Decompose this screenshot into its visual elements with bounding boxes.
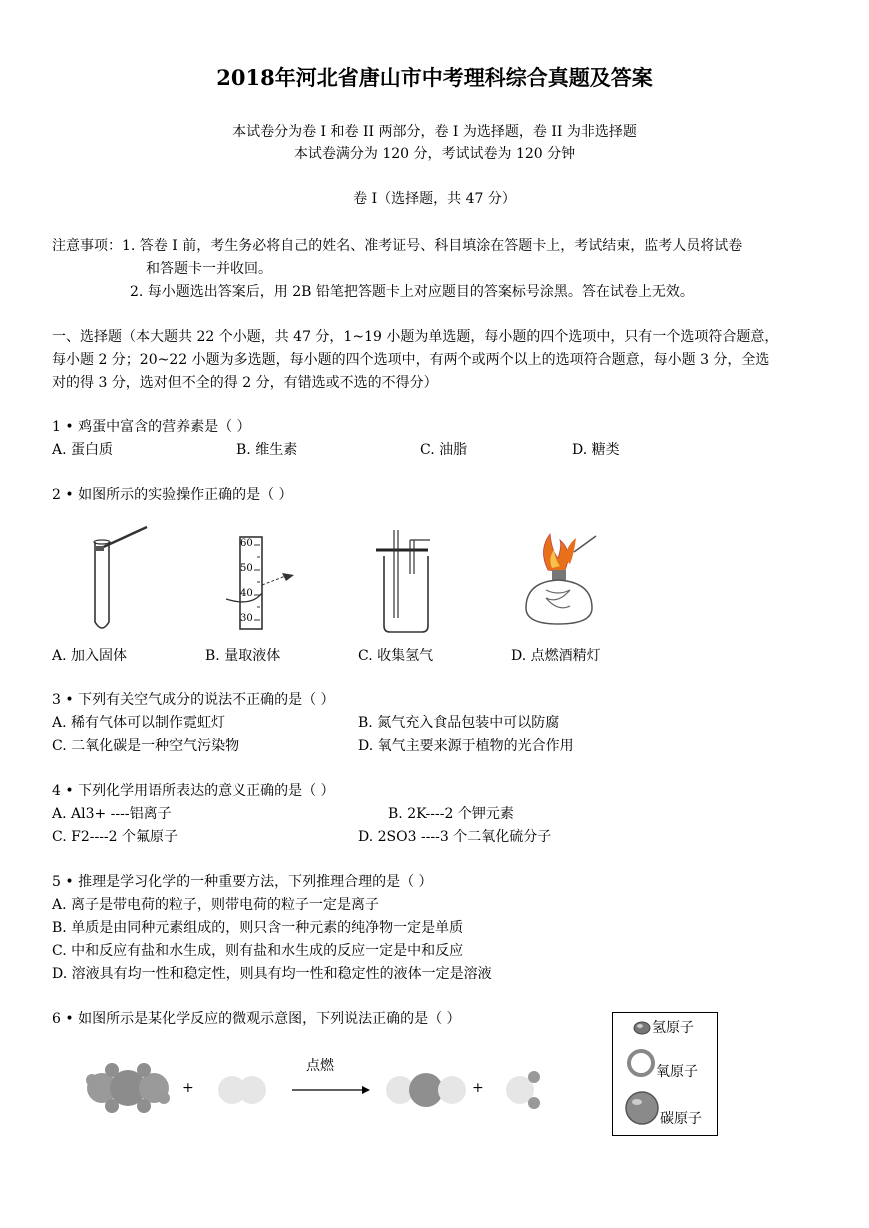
plus-sign-2: +: [472, 1080, 484, 1096]
gas-bottle-figure: [370, 528, 440, 638]
q4-option-c: C. F2----2 个氟原子: [52, 829, 179, 845]
q5-option-d: D. 溶液具有均一性和稳定性，则具有均一性和稳定性的液体一定是溶液: [52, 966, 492, 982]
note-2: 2. 每小题选出答案后，用 2B 铅笔把答题卡上对应题目的答案标号涂黑。答在试卷上无效。: [130, 284, 694, 300]
intro-line-2: 本试卷满分为 120 分，考试试卷为 120 分钟: [293, 146, 576, 162]
q2-stem: 2 • 如图所示的实验操作正确的是（ ）: [52, 487, 293, 503]
q3-option-b: B. 氮气充入食品包装中可以防腐: [358, 715, 560, 731]
tick-40: 40: [240, 588, 253, 599]
q3-option-a: A. 稀有气体可以制作霓虹灯: [52, 715, 226, 731]
instructions-line-3: 对的得 3 分，选对但不全的得 2 分，有错选或不选的不得分）: [52, 375, 438, 391]
q2-option-a: A. 加入固体: [52, 648, 128, 664]
q2-option-b: B. 量取液体: [205, 648, 281, 664]
q1-option-d: D. 糖类: [572, 442, 620, 458]
notes-label: 注意事项：: [52, 238, 122, 254]
q5-option-c: C. 中和反应有盐和水生成，则有盐和水生成的反应一定是中和反应: [52, 943, 464, 959]
test-tube-figure: [85, 522, 165, 642]
q1-option-b: B. 维生素: [236, 442, 298, 458]
q5-option-b: B. 单质是由同种元素组成的，则只含一种元素的纯净物一定是单质: [52, 920, 464, 936]
legend-hydrogen-label: 氢原子: [652, 1020, 694, 1036]
q3-option-d: D. 氧气主要来源于植物的光合作用: [358, 738, 574, 754]
graduated-cylinder-figure: [222, 535, 312, 635]
q6-stem: 6 • 如图所示是某化学反应的微观示意图，下列说法正确的是（ ）: [52, 1011, 461, 1027]
q3-stem: 3 • 下列有关空气成分的说法不正确的是（ ）: [52, 692, 335, 708]
q3-option-c: C. 二氧化碳是一种空气污染物: [52, 738, 240, 754]
legend-carbon-icon: [624, 1090, 660, 1126]
tick-50: 50: [240, 563, 253, 574]
legend-carbon-label: 碳原子: [660, 1111, 702, 1127]
plus-sign-1: +: [182, 1080, 194, 1096]
legend-oxygen-label: 氧原子: [656, 1064, 698, 1080]
q5-option-a: A. 离子是带电荷的粒子，则带电荷的粒子一定是离子: [52, 897, 380, 913]
q4-option-b: B. 2K----2 个钾元素: [388, 806, 514, 822]
q5-stem: 5 • 推理是学习化学的一种重要方法，下列推理合理的是（ ）: [52, 874, 433, 890]
note-1b: 和答题卡一并收回。: [146, 261, 272, 277]
q4-stem: 4 • 下列化学用语所表达的意义正确的是（ ）: [52, 783, 335, 799]
legend-oxygen-icon: [626, 1048, 656, 1078]
section-heading: 卷 I（选择题，共 47 分）: [353, 191, 516, 207]
instructions-line-2: 每小题 2 分；20~22 小题为多选题，每小题的四个选项中，有两个或两个以上的选项符合题意，每小题 3 分，全选: [52, 352, 770, 368]
q2-option-c: C. 收集氢气: [358, 648, 434, 664]
instructions-line-1: 一、选择题（本大题共 22 个小题，共 47 分，1~19 小题为单选题，每小题的四个选项中，只有一个选项符合题意，: [52, 329, 779, 345]
page-title: 2018年河北省唐山市中考理科综合真题及答案: [216, 65, 653, 90]
legend-hydrogen-icon: [632, 1020, 652, 1036]
q4-option-a: A. Al3+ ----铝离子: [52, 806, 172, 822]
q1-option-c: C. 油脂: [420, 442, 468, 458]
q1-option-a: A. 蛋白质: [52, 442, 114, 458]
intro-line-1: 本试卷分为卷 I 和卷 II 两部分，卷 I 为选择题，卷 II 为非选择题: [232, 124, 637, 140]
note-1a: 1. 答卷 I 前，考生务必将自己的姓名、准考证号、科目填涂在答题卡上，考试结束，监考人员将试卷: [122, 238, 743, 254]
q1-stem: 1 • 鸡蛋中富含的营养素是（ ）: [52, 419, 251, 435]
tick-30: 30: [240, 613, 253, 624]
alcohol-lamp-figure: [518, 530, 608, 630]
tick-60: 60: [240, 538, 253, 549]
q2-option-d: D. 点燃酒精灯: [511, 648, 601, 664]
q4-option-d: D. 2SO3 ----3 个二氧化硫分子: [358, 829, 552, 845]
arrow-label: 点燃: [306, 1058, 334, 1074]
